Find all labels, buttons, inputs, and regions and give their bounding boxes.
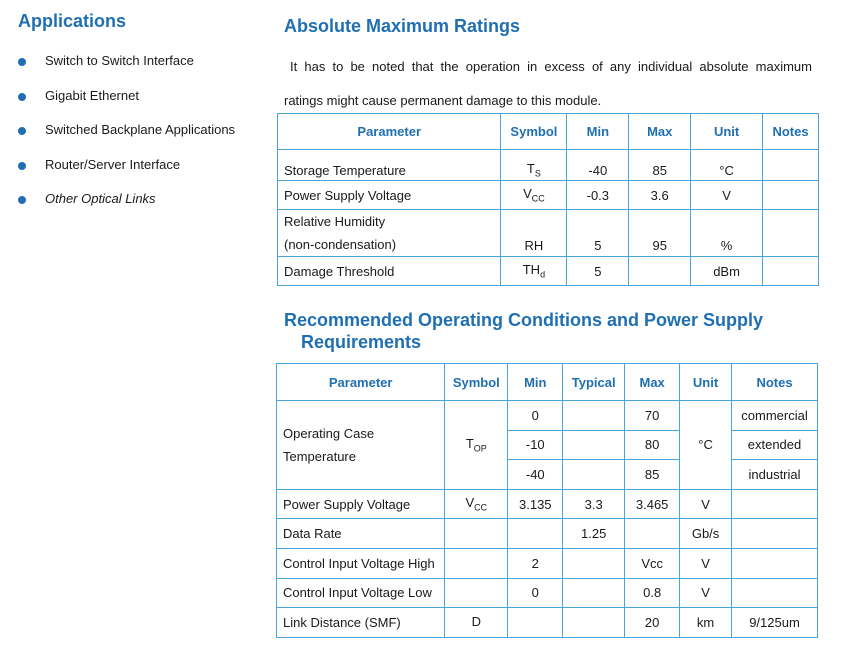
cell-min: 0 (508, 578, 563, 608)
cell-max: 3.6 (629, 181, 691, 210)
cell-symbol (445, 519, 508, 549)
table-row (278, 257, 819, 286)
amr-note (284, 50, 812, 118)
cell-min: 0 (508, 401, 563, 431)
cell-symbol: D (445, 608, 508, 638)
col-max: Max (629, 114, 691, 150)
cell-unit: V (680, 578, 732, 608)
roc-title-line2: Requirements (301, 332, 422, 352)
cell-param: Link Distance (SMF) (277, 608, 445, 638)
cell-param: Relative Humidity (non-condensation) (278, 210, 501, 257)
cell-max (625, 519, 680, 549)
amr-table (277, 113, 819, 286)
bullet-icon (18, 162, 26, 170)
col-symbol: Symbol (445, 364, 508, 401)
cell-min: -0.3 (567, 181, 629, 210)
list-item (18, 53, 235, 88)
cell-unit: °C (691, 150, 763, 181)
list-item-label: Router/Server Interface (45, 156, 181, 172)
cell-max (629, 257, 691, 286)
cell-notes: commercial (732, 401, 818, 431)
roc-table (276, 363, 818, 638)
table-row (277, 608, 818, 638)
cell-symbol (445, 548, 508, 578)
cell-max: 95 (629, 210, 691, 257)
applications-list (18, 53, 235, 226)
roc-title (284, 309, 763, 353)
col-notes: Notes (732, 364, 818, 401)
amr-note-line2: ratings might cause permanent damage to this module. (284, 93, 602, 108)
cell-min: 2 (508, 548, 563, 578)
table-row (277, 401, 818, 431)
cell-unit: dBm (691, 257, 763, 286)
cell-max: 85 (629, 150, 691, 181)
bullet-icon (18, 196, 26, 204)
cell-notes (732, 489, 818, 519)
amr-title: Absolute Maximum Ratings (284, 16, 521, 36)
col-parameter: Parameter (277, 364, 445, 401)
cell-symbol: RH (501, 210, 567, 257)
table-row (277, 519, 818, 549)
cell-notes: extended (732, 430, 818, 460)
col-notes: Notes (763, 114, 819, 150)
table-row (278, 181, 819, 210)
cell-notes: industrial (732, 460, 818, 490)
list-item-label: Switched Backplane Applications (45, 122, 236, 137)
col-max: Max (625, 364, 680, 401)
list-item-label: Gigabit Ethernet (45, 87, 139, 103)
cell-max: 70 (625, 401, 680, 431)
roc-title-line1: Recommended Operating Conditions and Power Supply (284, 310, 764, 330)
table-header-row (277, 364, 818, 401)
list-item-label: Other Optical Links (45, 191, 156, 206)
cell-unit: Gb/s (680, 519, 732, 549)
cell-typical: 3.3 (563, 489, 625, 519)
list-item-label: Switch to Switch Interface (45, 53, 194, 68)
list-item (18, 157, 235, 192)
cell-notes: 9/125um (732, 608, 818, 638)
cell-typical (563, 608, 625, 638)
amr-note-line1: It has to be noted that the operation in excess of any individual absolute maximum (290, 59, 812, 74)
cell-unit: km (680, 608, 732, 638)
cell-param: Control Input Voltage Low (277, 578, 445, 608)
cell-typical (563, 548, 625, 578)
cell-min: 3.135 (508, 489, 563, 519)
cell-symbol (445, 578, 508, 608)
cell-max: 80 (625, 430, 680, 460)
cell-param: Operating Case Temperature (277, 401, 445, 490)
cell-notes (763, 150, 819, 181)
cell-max: 0.8 (625, 578, 680, 608)
cell-param: Data Rate (277, 519, 445, 549)
cell-unit: V (691, 181, 763, 210)
table-row (278, 150, 819, 181)
cell-min (508, 608, 563, 638)
cell-unit: V (680, 548, 732, 578)
cell-max: 85 (625, 460, 680, 490)
table-header-row (278, 114, 819, 150)
cell-typical (563, 460, 625, 490)
cell-typical (563, 430, 625, 460)
cell-notes (763, 181, 819, 210)
col-parameter: Parameter (278, 114, 501, 150)
cell-min: -40 (508, 460, 563, 490)
cell-param: Storage Temperature (278, 150, 501, 181)
cell-param: Control Input Voltage High (277, 548, 445, 578)
cell-unit: °C (680, 401, 732, 490)
cell-symbol: $T_{OP}$ (445, 401, 508, 490)
table-row (277, 548, 818, 578)
col-typical: Typical (563, 364, 625, 401)
cell-param: Damage Threshold (278, 257, 501, 286)
applications-title: Applications (18, 11, 127, 31)
cell-typical: 1.25 (563, 519, 625, 549)
cell-min: 5 (567, 210, 629, 257)
list-item (18, 88, 235, 123)
cell-notes (763, 257, 819, 286)
cell-max: 20 (625, 608, 680, 638)
cell-symbol: $TH_d$ (501, 257, 567, 286)
table-row (277, 489, 818, 519)
bullet-icon (18, 127, 26, 135)
cell-notes (732, 578, 818, 608)
list-item (18, 122, 235, 157)
col-min: Min (567, 114, 629, 150)
cell-param: Power Supply Voltage (277, 489, 445, 519)
table-row (278, 210, 819, 257)
cell-min (508, 519, 563, 549)
cell-notes (763, 210, 819, 257)
cell-min: -40 (567, 150, 629, 181)
bullet-icon (18, 93, 26, 101)
cell-symbol: $T_S$ (501, 150, 567, 181)
cell-max: 3.465 (625, 489, 680, 519)
list-item (18, 191, 235, 226)
col-min: Min (508, 364, 563, 401)
cell-min: -10 (508, 430, 563, 460)
cell-symbol: $V_{CC}$ (445, 489, 508, 519)
cell-typical (563, 578, 625, 608)
cell-max: Vcc (625, 548, 680, 578)
cell-min: 5 (567, 257, 629, 286)
cell-unit: % (691, 210, 763, 257)
col-symbol: Symbol (501, 114, 567, 150)
table-row (277, 578, 818, 608)
col-unit: Unit (680, 364, 732, 401)
col-unit: Unit (691, 114, 763, 150)
bullet-icon (18, 58, 26, 66)
cell-param: Power Supply Voltage (278, 181, 501, 210)
cell-symbol: $V_{CC}$ (501, 181, 567, 210)
cell-typical (563, 401, 625, 431)
cell-notes (732, 519, 818, 549)
cell-notes (732, 548, 818, 578)
cell-unit: V (680, 489, 732, 519)
